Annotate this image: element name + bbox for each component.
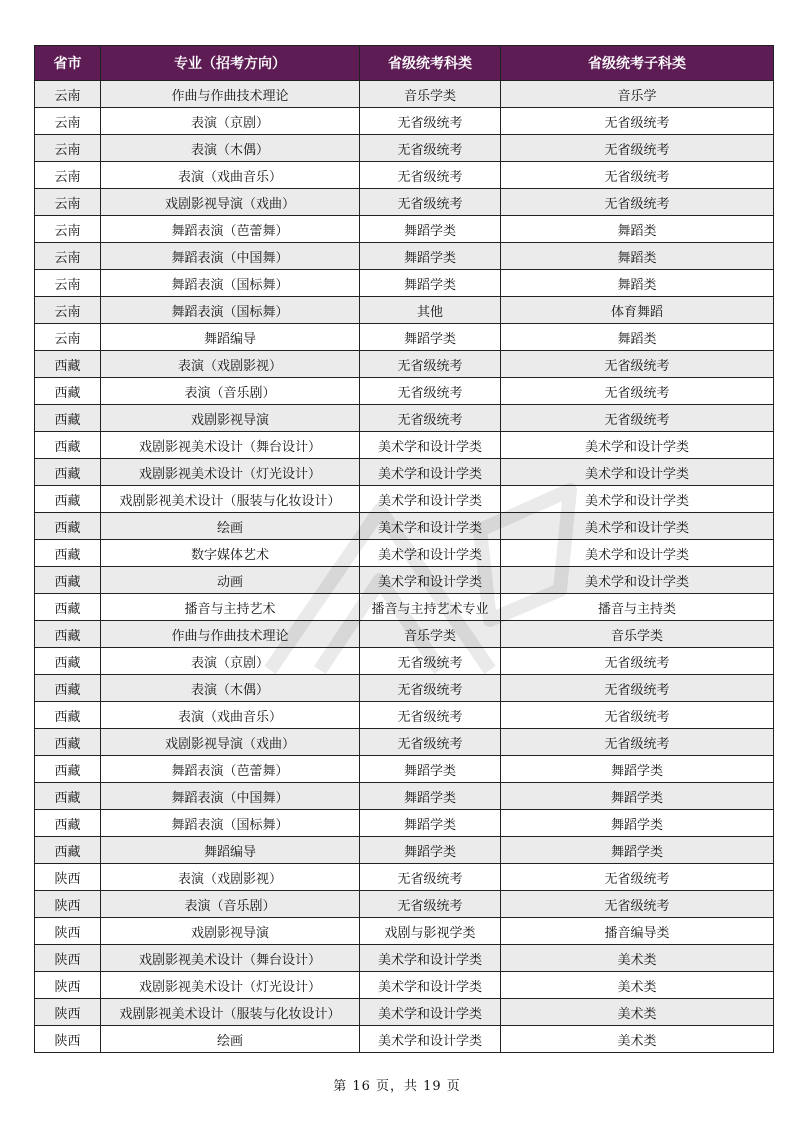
cell-province: 云南 [35,108,101,135]
cell-major: 表演（戏剧影视） [101,864,360,891]
cell-exam-subcategory: 美术类 [501,1026,774,1053]
cell-exam-category: 音乐学类 [360,621,501,648]
cell-major: 舞蹈表演（芭蕾舞） [101,216,360,243]
page-footer: 第 16 页，共 19 页 [333,1079,461,1094]
cell-province: 西藏 [35,729,101,756]
cell-province: 西藏 [35,837,101,864]
cell-exam-subcategory: 美术学和设计学类 [501,432,774,459]
cell-province: 云南 [35,243,101,270]
cell-province: 云南 [35,189,101,216]
header-exam-subcategory: 省级统考子科类 [501,46,774,81]
cell-exam-subcategory: 舞蹈学类 [501,783,774,810]
cell-major: 戏剧影视导演 [101,918,360,945]
cell-major: 戏剧影视美术设计（舞台设计） [101,432,360,459]
cell-exam-category: 美术学和设计学类 [360,1026,501,1053]
cell-exam-subcategory: 无省级统考 [501,702,774,729]
cell-province: 陕西 [35,891,101,918]
cell-major: 作曲与作曲技术理论 [101,81,360,108]
table-row [35,837,774,864]
cell-exam-subcategory: 无省级统考 [501,108,774,135]
table-row [35,891,774,918]
cell-province: 西藏 [35,513,101,540]
cell-major: 动画 [101,567,360,594]
cell-exam-category: 舞蹈学类 [360,837,501,864]
cell-exam-subcategory: 舞蹈类 [501,243,774,270]
cell-province: 陕西 [35,999,101,1026]
cell-province: 云南 [35,270,101,297]
cell-major: 表演（京剧） [101,108,360,135]
cell-exam-category: 舞蹈学类 [360,216,501,243]
cell-exam-category: 无省级统考 [360,864,501,891]
table-row [35,513,774,540]
cell-exam-category: 无省级统考 [360,702,501,729]
cell-province: 西藏 [35,540,101,567]
table-row [35,270,774,297]
cell-exam-category: 戏剧与影视学类 [360,918,501,945]
cell-exam-subcategory: 舞蹈学类 [501,756,774,783]
cell-exam-category: 无省级统考 [360,189,501,216]
table-row [35,432,774,459]
table-row [35,675,774,702]
header-province: 省市 [35,46,101,81]
cell-province: 云南 [35,81,101,108]
cell-major: 舞蹈表演（国标舞） [101,270,360,297]
cell-exam-category: 无省级统考 [360,405,501,432]
table-row [35,162,774,189]
table-header-row [35,46,774,81]
cell-major: 舞蹈表演（中国舞） [101,243,360,270]
cell-major: 数字媒体艺术 [101,540,360,567]
table-row [35,999,774,1026]
cell-major: 作曲与作曲技术理论 [101,621,360,648]
table-row [35,81,774,108]
cell-exam-subcategory: 舞蹈学类 [501,837,774,864]
cell-province: 西藏 [35,351,101,378]
cell-province: 西藏 [35,432,101,459]
cell-exam-subcategory: 无省级统考 [501,405,774,432]
table-row [35,486,774,513]
cell-exam-category: 无省级统考 [360,108,501,135]
cell-exam-subcategory: 美术类 [501,945,774,972]
cell-exam-category: 美术学和设计学类 [360,486,501,513]
cell-major: 绘画 [101,1026,360,1053]
cell-exam-subcategory: 美术学和设计学类 [501,459,774,486]
table-row [35,945,774,972]
cell-exam-category: 无省级统考 [360,729,501,756]
table-row [35,972,774,999]
table-row [35,405,774,432]
cell-major: 舞蹈表演（国标舞） [101,810,360,837]
cell-exam-category: 无省级统考 [360,135,501,162]
cell-exam-subcategory: 音乐学类 [501,621,774,648]
cell-exam-subcategory: 美术学和设计学类 [501,486,774,513]
table-row [35,702,774,729]
table-row [35,324,774,351]
cell-major: 表演（木偶） [101,675,360,702]
cell-major: 舞蹈表演（芭蕾舞） [101,756,360,783]
cell-province: 陕西 [35,1026,101,1053]
table-row [35,1026,774,1053]
cell-exam-subcategory: 无省级统考 [501,189,774,216]
cell-province: 西藏 [35,756,101,783]
table-row [35,783,774,810]
cell-exam-subcategory: 无省级统考 [501,135,774,162]
cell-province: 陕西 [35,918,101,945]
cell-province: 西藏 [35,621,101,648]
table-row [35,189,774,216]
cell-exam-category: 无省级统考 [360,351,501,378]
cell-province: 云南 [35,135,101,162]
cell-major: 戏剧影视美术设计（灯光设计） [101,459,360,486]
cell-exam-category: 美术学和设计学类 [360,540,501,567]
cell-province: 西藏 [35,783,101,810]
cell-province: 西藏 [35,648,101,675]
cell-major: 舞蹈表演（国标舞） [101,297,360,324]
cell-exam-subcategory: 舞蹈学类 [501,810,774,837]
cell-province: 西藏 [35,378,101,405]
cell-major: 戏剧影视导演（戏曲） [101,189,360,216]
cell-major: 表演（戏曲音乐） [101,162,360,189]
cell-exam-subcategory: 美术类 [501,972,774,999]
cell-exam-category: 美术学和设计学类 [360,567,501,594]
cell-province: 西藏 [35,486,101,513]
cell-exam-subcategory: 美术学和设计学类 [501,567,774,594]
header-exam-category: 省级统考科类 [360,46,501,81]
cell-exam-category: 美术学和设计学类 [360,972,501,999]
table-row [35,864,774,891]
cell-major: 舞蹈编导 [101,837,360,864]
table-row [35,648,774,675]
table-row [35,567,774,594]
cell-exam-category: 舞蹈学类 [360,810,501,837]
cell-exam-category: 无省级统考 [360,648,501,675]
cell-exam-category: 舞蹈学类 [360,270,501,297]
cell-major: 戏剧影视美术设计（舞台设计） [101,945,360,972]
cell-exam-category: 音乐学类 [360,81,501,108]
cell-exam-category: 美术学和设计学类 [360,945,501,972]
cell-major: 戏剧影视导演 [101,405,360,432]
cell-exam-category: 舞蹈学类 [360,324,501,351]
cell-exam-category: 无省级统考 [360,162,501,189]
cell-major: 戏剧影视美术设计（服装与化妆设计） [101,999,360,1026]
cell-exam-subcategory: 无省级统考 [501,351,774,378]
cell-major: 戏剧影视美术设计（灯光设计） [101,972,360,999]
cell-province: 云南 [35,297,101,324]
cell-major: 戏剧影视美术设计（服装与化妆设计） [101,486,360,513]
cell-exam-category: 美术学和设计学类 [360,999,501,1026]
cell-province: 西藏 [35,567,101,594]
cell-exam-category: 其他 [360,297,501,324]
cell-major: 舞蹈表演（中国舞） [101,783,360,810]
cell-major: 舞蹈编导 [101,324,360,351]
cell-exam-category: 播音与主持艺术专业 [360,594,501,621]
cell-exam-subcategory: 无省级统考 [501,729,774,756]
cell-exam-category: 无省级统考 [360,675,501,702]
cell-exam-subcategory: 无省级统考 [501,891,774,918]
cell-province: 西藏 [35,594,101,621]
cell-province: 西藏 [35,675,101,702]
cell-exam-subcategory: 播音与主持类 [501,594,774,621]
table-row [35,621,774,648]
cell-exam-category: 无省级统考 [360,891,501,918]
cell-exam-subcategory: 美术学和设计学类 [501,540,774,567]
cell-exam-subcategory: 无省级统考 [501,648,774,675]
table-row [35,108,774,135]
table-row [35,459,774,486]
cell-exam-category: 舞蹈学类 [360,756,501,783]
cell-province: 云南 [35,324,101,351]
cell-exam-subcategory: 无省级统考 [501,378,774,405]
table-row [35,351,774,378]
cell-major: 表演（音乐剧） [101,378,360,405]
table-row [35,216,774,243]
cell-major: 表演（京剧） [101,648,360,675]
table-row [35,594,774,621]
cell-major: 绘画 [101,513,360,540]
cell-province: 陕西 [35,864,101,891]
cell-province: 陕西 [35,972,101,999]
cell-province: 西藏 [35,810,101,837]
cell-exam-subcategory: 舞蹈类 [501,270,774,297]
table-row [35,243,774,270]
cell-exam-subcategory: 播音编导类 [501,918,774,945]
cell-province: 西藏 [35,702,101,729]
table-row [35,810,774,837]
cell-exam-subcategory: 音乐学 [501,81,774,108]
table-row [35,756,774,783]
cell-major: 表演（音乐剧） [101,891,360,918]
table-row [35,729,774,756]
admissions-table [34,45,774,1053]
cell-province: 西藏 [35,405,101,432]
cell-province: 云南 [35,162,101,189]
cell-province: 西藏 [35,459,101,486]
table-row [35,135,774,162]
cell-province: 陕西 [35,945,101,972]
cell-exam-subcategory: 美术学和设计学类 [501,513,774,540]
cell-exam-subcategory: 美术类 [501,999,774,1026]
cell-exam-subcategory: 舞蹈类 [501,216,774,243]
table-row [35,918,774,945]
cell-exam-category: 舞蹈学类 [360,783,501,810]
cell-exam-category: 美术学和设计学类 [360,513,501,540]
cell-exam-category: 美术学和设计学类 [360,459,501,486]
table-row [35,378,774,405]
cell-major: 戏剧影视导演（戏曲） [101,729,360,756]
cell-major: 表演（戏剧影视） [101,351,360,378]
cell-exam-subcategory: 舞蹈类 [501,324,774,351]
cell-province: 云南 [35,216,101,243]
cell-major: 表演（木偶） [101,135,360,162]
cell-exam-category: 舞蹈学类 [360,243,501,270]
table-body [35,81,774,1053]
cell-exam-subcategory: 无省级统考 [501,675,774,702]
cell-exam-subcategory: 无省级统考 [501,162,774,189]
cell-exam-category: 美术学和设计学类 [360,432,501,459]
cell-major: 表演（戏曲音乐） [101,702,360,729]
cell-exam-subcategory: 无省级统考 [501,864,774,891]
table-row [35,540,774,567]
cell-exam-subcategory: 体育舞蹈 [501,297,774,324]
cell-exam-category: 无省级统考 [360,378,501,405]
header-major: 专业（招考方向） [101,46,360,81]
table-row [35,297,774,324]
cell-major: 播音与主持艺术 [101,594,360,621]
